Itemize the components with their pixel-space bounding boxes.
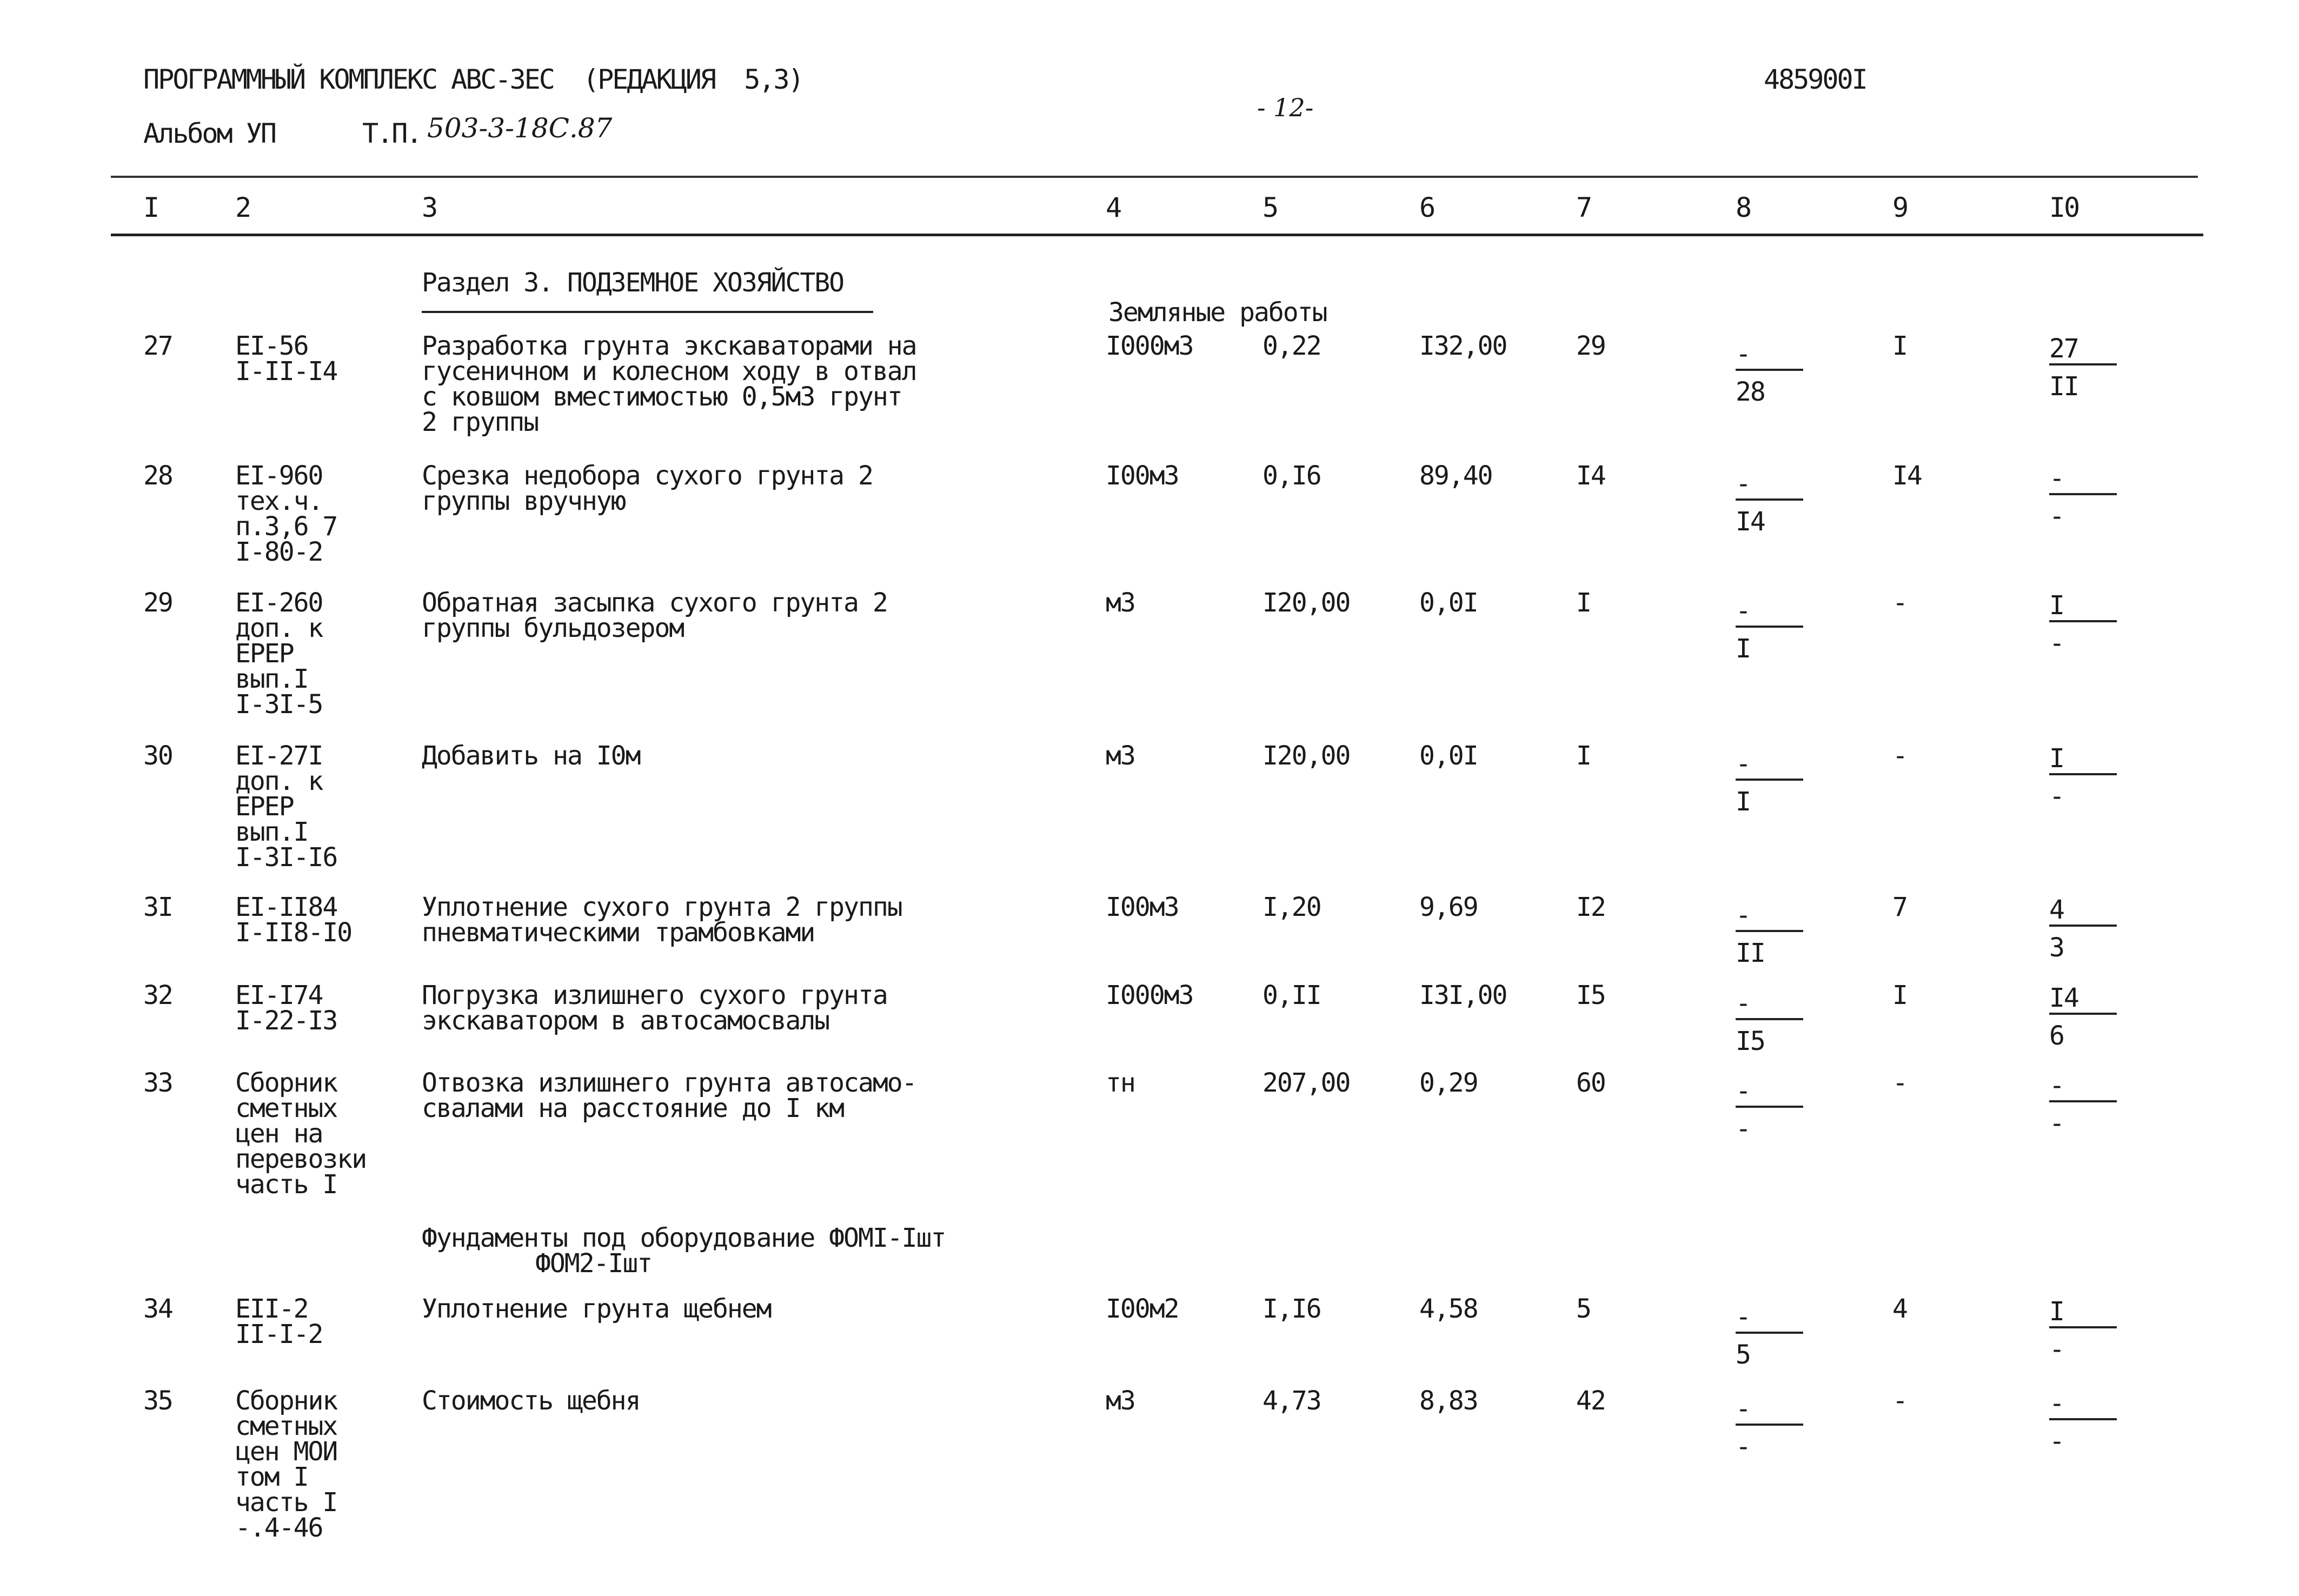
- rate-code-line: вып.I: [235, 664, 308, 694]
- column-number: 2: [235, 192, 250, 223]
- rate-code-line: -.4-46: [235, 1513, 323, 1543]
- work-name-line: 2 группы: [422, 407, 539, 437]
- column-10-value-fraction-bar: [2049, 773, 2117, 775]
- work-name-line: экскаватором в автосамосвалы: [422, 1006, 829, 1036]
- column-10-value-fraction-bar: [2049, 1100, 2117, 1102]
- column-8-value-numerator: -: [1736, 339, 1750, 369]
- rate-code-line: том I: [235, 1462, 308, 1492]
- column-9-value: 4: [1892, 1294, 1907, 1324]
- row-number: 34: [143, 1294, 172, 1324]
- rate-code-line: I-3I-5: [235, 689, 323, 720]
- page-number: - 12-: [1257, 93, 1314, 122]
- rate-code-line: п.3,6 7: [235, 511, 337, 542]
- row-number: 27: [143, 331, 172, 361]
- column-8-value-fraction-bar: [1736, 1332, 1803, 1334]
- row-number: 32: [143, 980, 172, 1010]
- column-10-value-numerator: -: [2049, 463, 2064, 494]
- column-8-value-fraction-bar: [1736, 369, 1803, 371]
- row-number: 28: [143, 461, 172, 491]
- header-top-rule: [111, 176, 2198, 178]
- tp-code: 503-3-18С.87: [427, 112, 613, 144]
- column-10-value-numerator: I: [2049, 1296, 2064, 1327]
- rate-code-line: часть I: [235, 1487, 337, 1518]
- column-number: 6: [1419, 192, 1434, 223]
- column-10-value-numerator: -: [2049, 1070, 2064, 1101]
- column-10-value-denominator: -: [2049, 628, 2064, 659]
- work-name-line: пневматическими трамбовками: [422, 917, 815, 948]
- unit-price: I32,00: [1419, 331, 1507, 361]
- column-8-value-numerator: -: [1736, 1302, 1750, 1332]
- column-8-value-fraction-bar: [1736, 498, 1803, 501]
- work-name-line: Разработка грунта экскаваторами на: [422, 331, 916, 361]
- unit-price: 0,29: [1419, 1068, 1478, 1098]
- work-name-line: гусеничном и колесном ходу в отвал: [422, 356, 916, 387]
- rate-code-line: EI-I74: [235, 980, 323, 1010]
- column-10-value-denominator: 3: [2049, 933, 2064, 963]
- unit: м3: [1106, 588, 1135, 618]
- rate-code-line: цен МОИ: [235, 1437, 337, 1467]
- column-9-value: I: [1892, 980, 1907, 1010]
- subsection-title-line-1: Фундаменты под оборудование ФОМI-Iшт: [422, 1223, 946, 1253]
- row-number: 33: [143, 1068, 172, 1098]
- unit-price: 8,83: [1419, 1386, 1478, 1416]
- rate-code-line: EI-27I: [235, 741, 323, 771]
- column-10-value-numerator: -: [2049, 1388, 2064, 1419]
- work-name-line: Уплотнение сухого грунта 2 группы: [422, 892, 902, 922]
- unit-price: 4,58: [1419, 1294, 1478, 1324]
- column-8-value-numerator: -: [1736, 988, 1750, 1019]
- column-9-value: I: [1892, 331, 1907, 361]
- work-name-line: группы бульдозером: [422, 613, 684, 643]
- rate-code-line: I-II8-I0: [235, 917, 352, 948]
- column-8-value-denominator: I5: [1736, 1026, 1765, 1056]
- column-number: 8: [1736, 192, 1751, 223]
- column-10-value-denominator: -: [2049, 1334, 2064, 1365]
- program-title: ПРОГРАММНЫЙ КОМПЛЕКС АВС-ЗЕС (РЕДАКЦИЯ 5,3): [143, 64, 803, 95]
- total-cost: 5: [1576, 1294, 1591, 1324]
- column-number: 3: [422, 192, 437, 223]
- rate-code-line: I-3I-I6: [235, 842, 337, 873]
- total-cost: I4: [1576, 461, 1605, 491]
- column-9-value: -: [1892, 588, 1907, 618]
- total-cost: I: [1576, 741, 1591, 771]
- quantity: I20,00: [1263, 741, 1350, 771]
- column-10-value-denominator: -: [2049, 1108, 2064, 1139]
- quantity: I,20: [1263, 892, 1321, 922]
- work-name-line: группы вручную: [422, 486, 626, 516]
- work-name-line: Добавить на I0м: [422, 741, 640, 771]
- unit-price: 0,0I: [1419, 741, 1478, 771]
- rate-code-line: II-I-2: [235, 1319, 323, 1349]
- column-8-value-numerator: -: [1736, 749, 1750, 779]
- column-10-value-fraction-bar: [2049, 620, 2117, 622]
- quantity: 0,II: [1263, 980, 1321, 1010]
- subsection-title-line-2: ФОМ2-Iшт: [535, 1248, 652, 1279]
- column-8-value-fraction-bar: [1736, 1106, 1803, 1108]
- column-10-value-denominator: -: [2049, 1426, 2064, 1457]
- column-8-value-denominator: II: [1736, 938, 1765, 968]
- unit-price: I3I,00: [1419, 980, 1507, 1010]
- column-number: 9: [1892, 192, 1908, 223]
- column-10-value-fraction-bar: [2049, 493, 2117, 495]
- column-8-value-numerator: -: [1736, 469, 1750, 499]
- unit: м3: [1106, 1386, 1135, 1416]
- column-10-value-numerator: I4: [2049, 983, 2078, 1013]
- column-9-value: 7: [1892, 892, 1907, 922]
- column-10-value-fraction-bar: [2049, 925, 2117, 927]
- column-10-value-denominator: II: [2049, 371, 2078, 402]
- section-subtitle: Земляные работы: [1108, 297, 1327, 328]
- album-label: Альбом УП: [143, 118, 275, 149]
- column-10-value-numerator: 27: [2049, 334, 2078, 364]
- column-8-value-denominator: -: [1736, 1114, 1750, 1144]
- column-8-value-numerator: -: [1736, 900, 1750, 930]
- rate-code-line: I-22-I3: [235, 1006, 337, 1036]
- column-9-value: I4: [1892, 461, 1922, 491]
- rate-code-line: ЕРЕР: [235, 639, 294, 669]
- column-10-value-numerator: I: [2049, 743, 2064, 774]
- total-cost: I2: [1576, 892, 1605, 922]
- rate-code-line: EI-260: [235, 588, 323, 618]
- quantity: 0,22: [1263, 331, 1321, 361]
- rate-code-line: часть I: [235, 1169, 337, 1200]
- column-number: 7: [1576, 192, 1591, 223]
- column-number: I0: [2049, 192, 2079, 223]
- unit: I000м3: [1106, 980, 1193, 1010]
- unit-price: 0,0I: [1419, 588, 1478, 618]
- rate-code-line: вып.I: [235, 817, 308, 847]
- column-10-value-numerator: I: [2049, 590, 2064, 621]
- column-9-value: -: [1892, 1386, 1907, 1416]
- row-number: 35: [143, 1386, 172, 1416]
- rate-code-line: Сборник: [235, 1386, 337, 1416]
- quantity: 0,I6: [1263, 461, 1321, 491]
- rate-code-line: Сборник: [235, 1068, 337, 1098]
- rate-code-line: доп. к: [235, 766, 323, 796]
- column-8-value-fraction-bar: [1736, 626, 1803, 628]
- total-cost: 60: [1576, 1068, 1605, 1098]
- column-10-value-denominator: -: [2049, 501, 2064, 531]
- document-number: 485900I: [1764, 64, 1866, 95]
- column-8-value-numerator: -: [1736, 1394, 1750, 1424]
- unit: I000м3: [1106, 331, 1193, 361]
- total-cost: I: [1576, 588, 1591, 618]
- column-number: I: [143, 192, 158, 223]
- quantity: 4,73: [1263, 1386, 1321, 1416]
- unit-price: 89,40: [1419, 461, 1492, 491]
- column-8-value-denominator: I: [1736, 634, 1750, 664]
- work-name-line: Отвозка излишнего грунта автосамо-: [422, 1068, 916, 1098]
- rate-code-line: перевозки: [235, 1144, 367, 1174]
- rate-code-line: I-II-I4: [235, 356, 337, 387]
- row-number: 29: [143, 588, 172, 618]
- column-10-value-fraction-bar: [2049, 363, 2117, 365]
- column-8-value-numerator: -: [1736, 1076, 1750, 1106]
- rate-code-line: сметных: [235, 1093, 337, 1123]
- rate-code-line: цен на: [235, 1119, 323, 1149]
- column-10-value-fraction-bar: [2049, 1013, 2117, 1015]
- column-9-value: -: [1892, 1068, 1907, 1098]
- tp-prefix: Т.П.: [362, 118, 421, 149]
- work-name-line: свалами на расстояние до I км: [422, 1093, 844, 1123]
- column-8-value-denominator: I4: [1736, 507, 1765, 537]
- column-8-value-denominator: I: [1736, 787, 1750, 817]
- rate-code-line: ЕРЕР: [235, 792, 294, 822]
- rate-code-line: доп. к: [235, 613, 323, 643]
- rate-code-line: EI-II84: [235, 892, 337, 922]
- column-number: 5: [1263, 192, 1278, 223]
- work-name-line: Срезка недобора сухого грунта 2: [422, 461, 873, 491]
- work-name-line: Обратная засыпка сухого грунта 2: [422, 588, 887, 618]
- rate-code-line: сметных: [235, 1411, 337, 1441]
- header-bottom-rule: [111, 234, 2203, 236]
- column-10-value-denominator: -: [2049, 781, 2064, 812]
- column-8-value-fraction-bar: [1736, 930, 1803, 932]
- rate-code-line: тех.ч.: [235, 486, 323, 516]
- total-cost: 29: [1576, 331, 1605, 361]
- unit: тн: [1106, 1068, 1135, 1098]
- work-name-line: Погрузка излишнего сухого грунта: [422, 980, 887, 1010]
- column-9-value: -: [1892, 741, 1907, 771]
- section-title: Раздел 3. ПОДЗЕМНОЕ ХОЗЯЙСТВО: [422, 268, 844, 298]
- quantity: I20,00: [1263, 588, 1350, 618]
- section-title-underline: [422, 311, 873, 313]
- column-number: 4: [1106, 192, 1121, 223]
- column-8-value-fraction-bar: [1736, 1018, 1803, 1020]
- column-10-value-fraction-bar: [2049, 1418, 2117, 1420]
- rate-code-line: EI-960: [235, 461, 323, 491]
- column-10-value-denominator: 6: [2049, 1021, 2064, 1051]
- rate-code-line: EII-2: [235, 1294, 308, 1324]
- column-8-value-denominator: 5: [1736, 1340, 1750, 1370]
- unit: I00м3: [1106, 892, 1179, 922]
- total-cost: 42: [1576, 1386, 1605, 1416]
- total-cost: I5: [1576, 980, 1605, 1010]
- rate-code-line: I-80-2: [235, 537, 323, 567]
- column-8-value-denominator: -: [1736, 1432, 1750, 1462]
- column-8-value-numerator: -: [1736, 596, 1750, 626]
- unit: м3: [1106, 741, 1135, 771]
- column-8-value-fraction-bar: [1736, 1424, 1803, 1426]
- unit: I00м3: [1106, 461, 1179, 491]
- rate-code-line: EI-56: [235, 331, 308, 361]
- row-number: 30: [143, 741, 172, 771]
- quantity: I,I6: [1263, 1294, 1321, 1324]
- work-name-line: с ковшом вместимостью 0,5м3 грунт: [422, 382, 902, 412]
- column-10-value-fraction-bar: [2049, 1326, 2117, 1328]
- quantity: 207,00: [1263, 1068, 1350, 1098]
- work-name-line: Уплотнение грунта щебнем: [422, 1294, 771, 1324]
- column-8-value-fraction-bar: [1736, 779, 1803, 781]
- work-name-line: Стоимость щебня: [422, 1386, 640, 1416]
- row-number: 3I: [143, 892, 172, 922]
- unit-price: 9,69: [1419, 892, 1478, 922]
- unit: I00м2: [1106, 1294, 1179, 1324]
- column-8-value-denominator: 28: [1736, 377, 1765, 407]
- column-10-value-numerator: 4: [2049, 895, 2064, 925]
